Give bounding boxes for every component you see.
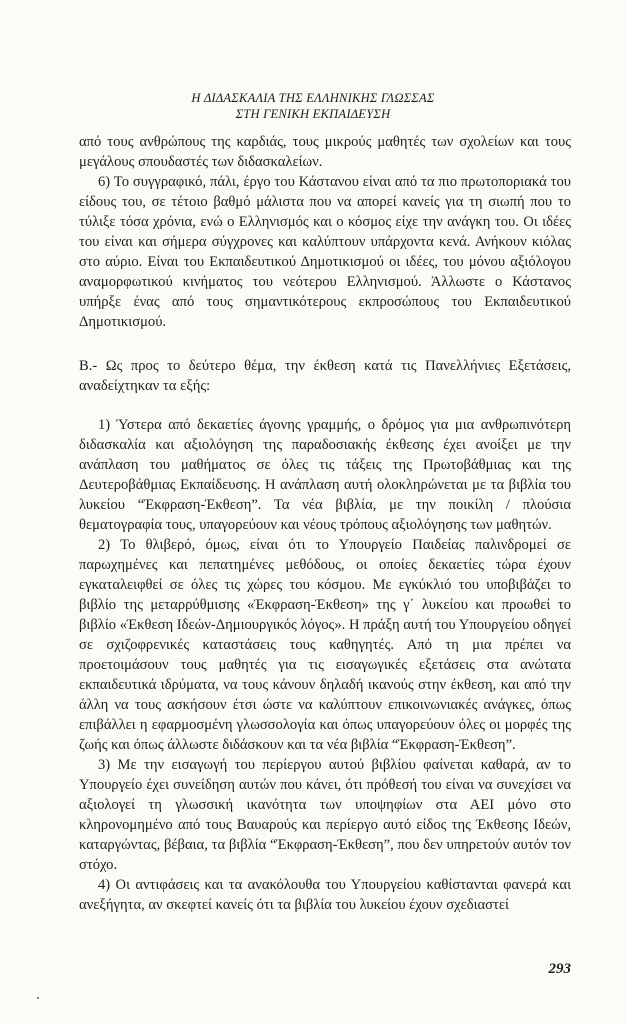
running-head-line-1: Η ΔΙΔΑΣΚΑΛΙΑ ΤΗΣ ΕΛΛΗΝΙΚΗΣ ΓΛΩΣΣΑΣ: [191, 91, 435, 105]
section-a-text: [79, 132, 571, 332]
page-number: 293: [548, 961, 571, 977]
paragraph-item-3: 3) Με την εισαγωγή του περίεργου αυτού βιβλίου φαίνεται καθαρά, αν το Υπουργείο έχει συνείδηση αυτών που κάνει, ότι πρόθεσή του είναι να συνεχίσει να αξιολογεί τη γλωσσική ικανότητα των υποψηφίων στα ΑΕΙ μόνο στο κληρονομημένο από τους Βαυαρούς και περίεργο αυτό είδος της Έκθεσης Ιδεών, καταργώντας, βέβαια, τα βιβλία “Έκφραση-Έκθεση”, που δεν υπηρετούν αυτόν τον στόχο.: [79, 757, 571, 873]
paragraph-item-2: 2) Το θλιβερό, όμως, είναι ότι το Υπουργείο Παιδείας παλινδρομεί σε παρωχημένες και πεπατημένες μεθόδους, οι οποίες δεκαετίες τώρα έχουν εγκαταλειφθεί σε όλες τις χώρες του κόσμου. Με εγκύκλιό του υποβιβάζει το βιβλίο της μεταρρύθμισης «Έκφραση-Έκθεση» της γ΄ λυκείου και προωθεί το βιβλίο «Έκθεση Ιδεών-Δημιουργικός λόγος». Η πράξη αυτή του Υπουργείου οδηγεί σε σχιζοφρενικές καταστάσεις τους καθηγητές. Από τη μια πρέπει να προετοιμάσουν τους μαθητές για τις εισαγωγικές εξετάσεις στα ανώτατα εκπαιδευτικά ιδρύματα, να τους κάνουν δηλαδή ικανούς στην έκθεση, και από την άλλη να τους ασκήσουν έτσι ώστε να καλύπτουν επικοινωνιακές ανάγκες, όπως επιβάλλει η εφαρμοσμένη γλωσσολογία και όπως υπαγορεύουν όλες οι μορφές της ζωής και όπως άλλωστε διδάσκουν και τα νέα βιβλία “Έκφραση-Έκθεση”.: [79, 537, 571, 753]
section-b-intro: Β.- Ως προς το δεύτερο θέμα, την έκθεση κατά τις Πανελλήνιες Εξετάσεις, αναδείχτηκαν τα εξής:: [79, 358, 571, 394]
section-b-items: [79, 415, 571, 915]
paragraph-item-4: 4) Οι αντιφάσεις και τα ανακόλουθα του Υπουργείου καθίστανται φανερά και ανεξήγητα, αν σκεφτεί κανείς ότι τα βιβλία του λυκείου έχουν σχεδιαστεί: [79, 877, 571, 913]
scan-speck: [37, 997, 39, 999]
running-head-line-2: ΣΤΗ ΓΕΝΙΚΗ ΕΚΠΑΙΔΕΥΣΗ: [235, 107, 391, 121]
running-head: [0, 90, 626, 122]
paragraph-item-6: 6) Το συγγραφικό, πάλι, έργο του Κάστανου είναι από τα πιο πρωτοποριακά του είδους του, σε τέτοιο βαθμό μάλιστα που να απορεί κανείς για τη σιωπή που το τύλιξε τόσα χρόνια, ενώ ο Ελληνισμός και ο κόσμος είχε την ανάγκη του. Οι ιδέες του είναι και σήμερα σύγχρονες και καλύπτουν υπάρχοντα κενά. Ανήκουν κιόλας στο αύριο. Είναι του Εκπαιδευτικού Δημοτικισμού οι ιδέες, του μόνου αξιόλογου αναμορφωτικού κινήματος του νεότερου Ελληνισμού. Άλλωστε ο Κάστανος υπήρξε ένας από τους σημαντικότερους εκπροσώπους του Εκπαιδευτικού Δημοτικισμού.: [79, 174, 571, 330]
section-b-intro-block: [79, 356, 571, 396]
continuation-paragraph: από τους ανθρώπους της καρδιάς, τους μικρούς μαθητές των σχολείων και τους μεγάλους σπουδαστές των διδασκαλείων.: [79, 134, 571, 170]
paragraph-item-1: 1) Ύστερα από δεκαετίες άγονης γραμμής, ο δρόμος για μια ανθρωπινότερη διδασκαλία και αξιολόγηση της παραδοσιακής έκθεσης έχει ανοίξει με την ανάπλαση του μαθήματος σε όλες τις τάξεις της Πρωτοβάθμιας και της Δευτεροβάθμιας Εκπαίδευσης. Η ανάπλαση αυτή ολοκληρώνεται με τα βιβλία του λυκείου “Έκφραση-Έκθεση”. Τα νέα βιβλία, με την ποικίλη / πλούσια θεματογραφία τους, υπαγορεύουν και νέους τρόπους αξιολόγησης των μαθητών.: [79, 417, 571, 533]
